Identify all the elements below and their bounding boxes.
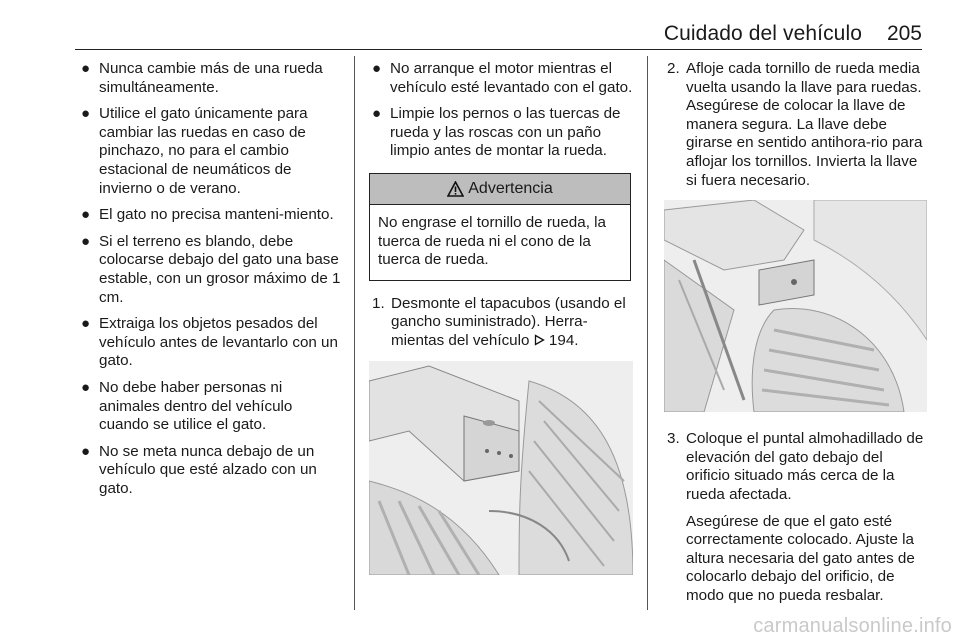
step-number: 2. <box>667 60 680 77</box>
bullet-icon: ● <box>81 232 91 250</box>
column-divider-2 <box>647 56 648 610</box>
warning-text: No engrase el tornillo de rueda, la tuerca de rueda ni el cono de la tuerca de rueda. <box>378 213 606 269</box>
wheel-bolt-drawing <box>664 200 927 412</box>
bullet-icon: ● <box>81 315 91 333</box>
list-item: ● Limpie los pernos o las tuercas de rueda y las roscas con un paño limpio antes de montar la rueda. <box>372 105 621 160</box>
section-title: Cuidado del vehículo <box>663 22 862 45</box>
step-text: Afloje cada tornillo de rueda media vuelta usando la llave para ruedas. Asegúrese de colocar la llave de manera segura. La llave debe girarse en sentido antihora-rio para aflojar los tornillos. Invierta la llave si fuera necesario. <box>686 60 923 189</box>
wheel-hubcap-drawing <box>369 361 633 575</box>
header-rule <box>75 49 922 50</box>
list-item: ● No se meta nunca debajo de un vehículo que esté alzado con un gato. <box>81 442 317 497</box>
bullet-icon: ● <box>81 378 91 396</box>
step-text: Desmonte el tapacubos (usando el gancho suministrado). Herra-mientas del vehículo <box>391 294 626 349</box>
bullet-icon: ● <box>372 60 382 77</box>
warning-triangle-icon <box>447 181 464 197</box>
bullet-icon: ● <box>81 442 91 460</box>
list-item: ● Si el terreno es blando, debe colocarse debajo del gato una base estable, con un grosor máximo de 1 cm. <box>81 232 341 306</box>
precaution-list <box>78 60 342 498</box>
step-3 <box>664 430 927 605</box>
step-number: 1. <box>372 294 385 312</box>
warning-header <box>370 174 630 205</box>
step-2 <box>664 60 927 190</box>
reference-page: 194. <box>548 331 579 349</box>
watermark: carmanualsonline.info <box>753 615 952 637</box>
bullet-icon: ● <box>372 105 382 123</box>
warning-title: Advertencia <box>468 179 553 197</box>
bullet-icon: ● <box>81 105 91 123</box>
list-item: ● Utilice el gato únicamente para cambiar las ruedas en caso de pinchazo, no para el cambio estacional de neumáticos de invierno o de verano. <box>81 105 308 197</box>
bullet-icon: ● <box>81 206 91 224</box>
list-item: ● Extraiga los objetos pesados del vehículo antes de levantarlo con un gato. <box>81 315 338 370</box>
column-1 <box>78 60 342 506</box>
page-reference-arrow-icon <box>534 334 545 346</box>
list-item: ● El gato no precisa manteni-miento. <box>81 206 334 224</box>
list-item: ● No arranque el motor mientras el vehículo esté levantado con el gato. <box>372 60 633 96</box>
page-number: 205 <box>886 22 922 45</box>
hubcap-removal-illustration <box>369 361 633 575</box>
precaution-list-2 <box>369 60 635 161</box>
wheel-wrench-illustration <box>664 200 927 412</box>
column-3 <box>664 60 927 606</box>
step-1 <box>369 295 635 351</box>
page-header <box>75 22 922 48</box>
list-item: ● No debe haber personas ni animales dentro del vehículo cuando se utilice el gato. <box>81 378 293 434</box>
step-paragraph: Asegúrese de que el gato esté correctamente colocado. Ajuste la altura necesaria del gato antes de colocarlo debajo del orificio, de modo que no pueda resbalar. <box>686 512 915 604</box>
step-number: 3. <box>667 430 680 448</box>
list-item: ● Nunca cambie más de una rueda simultáneamente. <box>81 60 323 96</box>
bullet-icon: ● <box>81 60 91 77</box>
step-text: Coloque el puntal almohadillado de elevación del gato debajo del orificio situado más cerca de la rueda afectada. <box>686 430 924 503</box>
column-divider-1 <box>354 56 355 610</box>
column-2 <box>369 60 635 575</box>
warning-box <box>369 173 631 281</box>
